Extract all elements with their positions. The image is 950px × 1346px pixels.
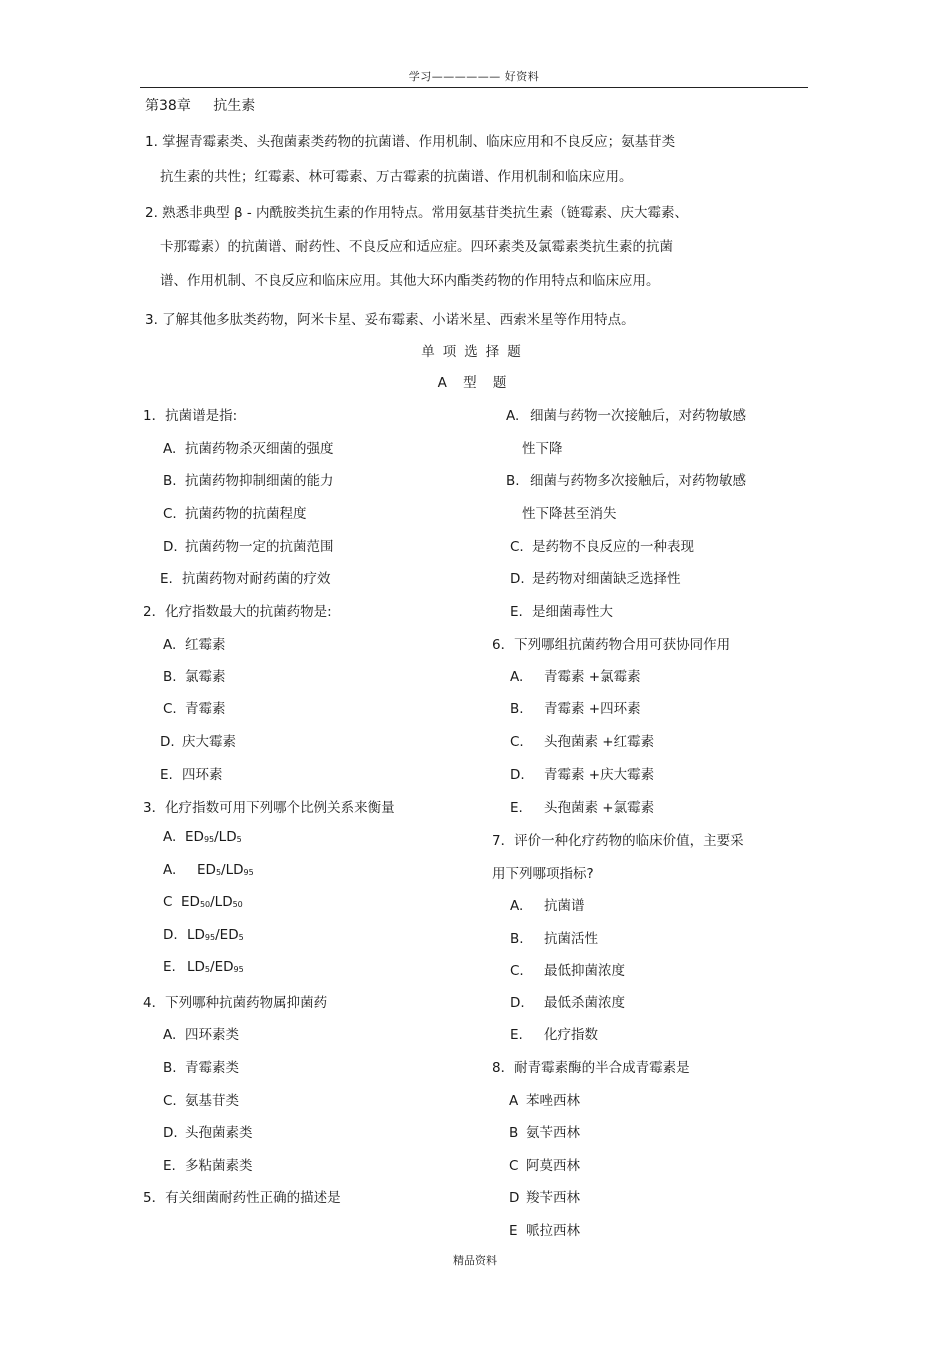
question-3-stem: 3．化疗指数可用下列哪个比例关系来衡量 [143, 800, 395, 816]
objective-line: 谱、作用机制、不良反应和临床应用。其他大环内酯类药物的作用特点和临床应用。 [160, 273, 660, 289]
ratio-den: /LD [221, 862, 244, 878]
option[interactable] [163, 959, 244, 975]
option[interactable] [510, 665, 641, 685]
option[interactable] [163, 665, 226, 685]
option-letter: D. [510, 995, 525, 1011]
option-letter: E. [160, 571, 173, 587]
option[interactable] [163, 697, 226, 717]
option-continuation: 性下降 [522, 441, 563, 457]
option-text: 细菌与药物一次接触后，对药物敏感 [530, 408, 746, 424]
question-8-stem: 8．耐青霉素酶的半合成青霉素是 [492, 1060, 690, 1076]
option-letter: B [509, 1125, 519, 1141]
option-letter: B. [510, 701, 524, 717]
option-letter: E. [163, 1158, 176, 1174]
ratio-den: /ED [210, 959, 234, 975]
option-letter: B. [163, 1060, 177, 1076]
option-letter: E. [510, 800, 523, 816]
header-rule [140, 87, 808, 88]
ratio-den: /LD [214, 829, 237, 845]
question-7-stem-continuation: 用下列哪项指标? [492, 866, 594, 882]
option-text: 抗菌药物一定的抗菌范围 [185, 539, 334, 555]
option[interactable] [163, 927, 244, 943]
option-text: 头孢菌素 +红霉素 [544, 734, 655, 750]
ratio-num-sub: 95 [203, 835, 215, 844]
ratio-den-sub: 50 [232, 900, 243, 909]
option[interactable] [506, 469, 746, 489]
option[interactable] [163, 1154, 253, 1174]
chapter-number: 第38章 [145, 98, 191, 114]
option-text: 阿莫西林 [526, 1158, 580, 1174]
option-text: 化疗指数 [544, 1027, 598, 1043]
option-letter: A. [163, 441, 177, 457]
option[interactable] [163, 437, 334, 457]
option-text: 抗菌药物对耐药菌的疗效 [182, 571, 331, 587]
option[interactable] [510, 991, 625, 1011]
option[interactable] [506, 404, 746, 424]
option-letter: A. [163, 1027, 177, 1043]
option-letter: D. [163, 539, 178, 555]
option-text: 抗菌活性 [544, 931, 598, 947]
objective-line: 卡那霉素）的抗菌谱、耐药性、不良反应和适应症。四环素类及氯霉素类抗生素的抗菌 [160, 239, 673, 255]
chapter-title [145, 95, 255, 115]
option[interactable] [160, 730, 236, 750]
objective-line: 2. 熟悉非典型 β - 内酰胺类抗生素的作用特点。常用氨基苷类抗生素（链霉素、庆大霉素、 [145, 205, 689, 221]
ratio-num: ED [185, 829, 204, 845]
option[interactable] [163, 1056, 239, 1076]
option-letter: E. [163, 959, 176, 975]
option[interactable] [510, 1023, 598, 1043]
question-5-stem: 5．有关细菌耐药性正确的描述是 [143, 1190, 341, 1206]
ratio-num: ED [181, 894, 200, 910]
option[interactable] [163, 502, 307, 522]
option[interactable] [509, 1121, 580, 1141]
option-letter: A. [506, 408, 520, 424]
option[interactable] [509, 1186, 580, 1206]
option[interactable] [510, 600, 613, 620]
option-text: 抗菌药物杀灭细菌的强度 [185, 441, 334, 457]
option-letter: C [509, 1158, 519, 1174]
option-text: 氨苄西林 [526, 1125, 580, 1141]
option[interactable] [160, 567, 331, 587]
question-7-stem: 7．评价一种化疗药物的临床价值，主要采 [492, 833, 744, 849]
option-text: 氯霉素 [185, 669, 226, 685]
option-letter: B. [506, 473, 520, 489]
option-text: 细菌与药物多次接触后，对药物敏感 [530, 473, 746, 489]
option-text: 青霉素 +庆大霉素 [544, 767, 655, 783]
option-letter: D. [510, 571, 525, 587]
option-text: 青霉素 +氯霉素 [544, 669, 641, 685]
objective-line: 1. 掌握青霉素类、头孢菌素类药物的抗菌谱、作用机制、临床应用和不良反应；氨基苷类 [145, 134, 676, 150]
section-heading: 单项选择题 [421, 344, 529, 360]
ratio-num-sub: 5 [215, 868, 222, 877]
option-letter: E [509, 1223, 518, 1239]
option-letter: D. [163, 927, 178, 943]
option[interactable] [510, 730, 654, 750]
option[interactable] [510, 763, 654, 783]
option[interactable] [163, 829, 242, 845]
question-1-stem: 1．抗菌谱是指: [143, 408, 238, 424]
ratio-num: LD [187, 959, 205, 975]
option[interactable] [509, 1089, 580, 1109]
option-letter: B. [510, 931, 524, 947]
question-4-stem: 4．下列哪种抗菌药物属抑菌药 [143, 995, 328, 1011]
option[interactable] [163, 862, 254, 878]
option-text: 四环素 [182, 767, 223, 783]
ratio-den-sub: 95 [243, 868, 254, 877]
question-6-stem: 6．下列哪组抗菌药物合用可获协同作用 [492, 637, 731, 653]
option-text: 青霉素 [185, 701, 226, 717]
option[interactable] [160, 763, 223, 783]
option-text: 最低杀菌浓度 [544, 995, 625, 1011]
option-letter: C. [510, 539, 524, 555]
option-text: 红霉素 [185, 637, 226, 653]
option-letter: D. [160, 734, 175, 750]
objective-line: 3. 了解其他多肽类药物，阿米卡星、妥布霉素、小诺米星、西索米星等作用特点。 [145, 312, 635, 328]
option-letter: A. [163, 637, 177, 653]
option[interactable] [163, 894, 243, 910]
option-text: 庆大霉素 [182, 734, 236, 750]
option-letter: C. [163, 1093, 177, 1109]
ratio-den: /ED [215, 927, 239, 943]
option[interactable] [163, 469, 334, 489]
option-letter: D. [163, 1125, 178, 1141]
option-letter: A [509, 1093, 519, 1109]
option[interactable] [510, 894, 585, 914]
option[interactable] [163, 1089, 239, 1109]
option-letter: C [163, 894, 173, 910]
option-letter: C. [510, 963, 524, 979]
ratio-den-sub: 95 [233, 965, 244, 974]
option-text: 青霉素类 [185, 1060, 239, 1076]
option-letter: D [509, 1190, 520, 1206]
option[interactable] [163, 1121, 253, 1141]
option[interactable] [163, 633, 226, 653]
option-text: 抗菌谱 [544, 898, 585, 914]
option[interactable] [510, 959, 625, 979]
option-text: 是药物对细菌缺乏选择性 [532, 571, 681, 587]
option[interactable] [509, 1219, 580, 1239]
option-letter: A. [163, 829, 177, 845]
option-letter: C. [163, 701, 177, 717]
option-text: 四环素类 [185, 1027, 239, 1043]
ratio-num-sub: 95 [204, 933, 216, 942]
option-letter: D. [510, 767, 525, 783]
option-text: 最低抑菌浓度 [544, 963, 625, 979]
option-text: 羧苄西林 [526, 1190, 580, 1206]
page-footer: 精品资料 [453, 1254, 497, 1267]
option[interactable] [510, 567, 681, 587]
option-letter: B. [163, 473, 177, 489]
option[interactable] [510, 535, 694, 555]
option-continuation: 性下降甚至消失 [522, 506, 617, 522]
option[interactable] [510, 927, 598, 947]
option-letter: A. [510, 669, 524, 685]
option-letter: E. [160, 767, 173, 783]
ratio-den: /LD [210, 894, 233, 910]
option[interactable] [509, 1154, 580, 1174]
ratio-den-sub: 5 [236, 835, 242, 844]
option-text: 是细菌毒性大 [532, 604, 613, 620]
option[interactable] [510, 796, 654, 816]
option-letter: E. [510, 1027, 523, 1043]
ratio-num: ED [197, 862, 216, 878]
section-subheading: A 型 题 [437, 375, 513, 391]
option-letter: A. [510, 898, 524, 914]
page-header: 学习—————— 好资料 [408, 70, 540, 83]
option-text: 哌拉西林 [526, 1223, 580, 1239]
ratio-num-sub: 5 [204, 965, 211, 974]
option-letter: B. [163, 669, 177, 685]
question-2-stem: 2．化疗指数最大的抗菌药物是: [143, 604, 332, 620]
option-letter: A. [163, 862, 177, 878]
option-text: 抗菌药物的抗菌程度 [185, 506, 307, 522]
ratio-den-sub: 5 [238, 933, 244, 942]
option-text: 多粘菌素类 [185, 1158, 253, 1174]
option-letter: C. [163, 506, 177, 522]
objective-line: 抗生素的共性；红霉素、林可霉素、万古霉素的抗菌谱、作用机制和临床应用。 [160, 169, 633, 185]
option-text: 氨基苷类 [185, 1093, 239, 1109]
option[interactable] [163, 1023, 239, 1043]
option-text: 是药物不良反应的一种表现 [532, 539, 694, 555]
option-letter: E. [510, 604, 523, 620]
chapter-name: 抗生素 [213, 98, 256, 114]
option-letter: C. [510, 734, 524, 750]
option[interactable] [163, 535, 334, 555]
option-text: 苯唑西林 [526, 1093, 580, 1109]
option-text: 头孢菌素类 [185, 1125, 253, 1141]
ratio-num: LD [187, 927, 205, 943]
option-text: 头孢菌素 +氯霉素 [544, 800, 655, 816]
option[interactable] [510, 697, 641, 717]
option-text: 抗菌药物抑制细菌的能力 [185, 473, 334, 489]
option-text: 青霉素 +四环素 [544, 701, 641, 717]
ratio-num-sub: 50 [199, 900, 211, 909]
